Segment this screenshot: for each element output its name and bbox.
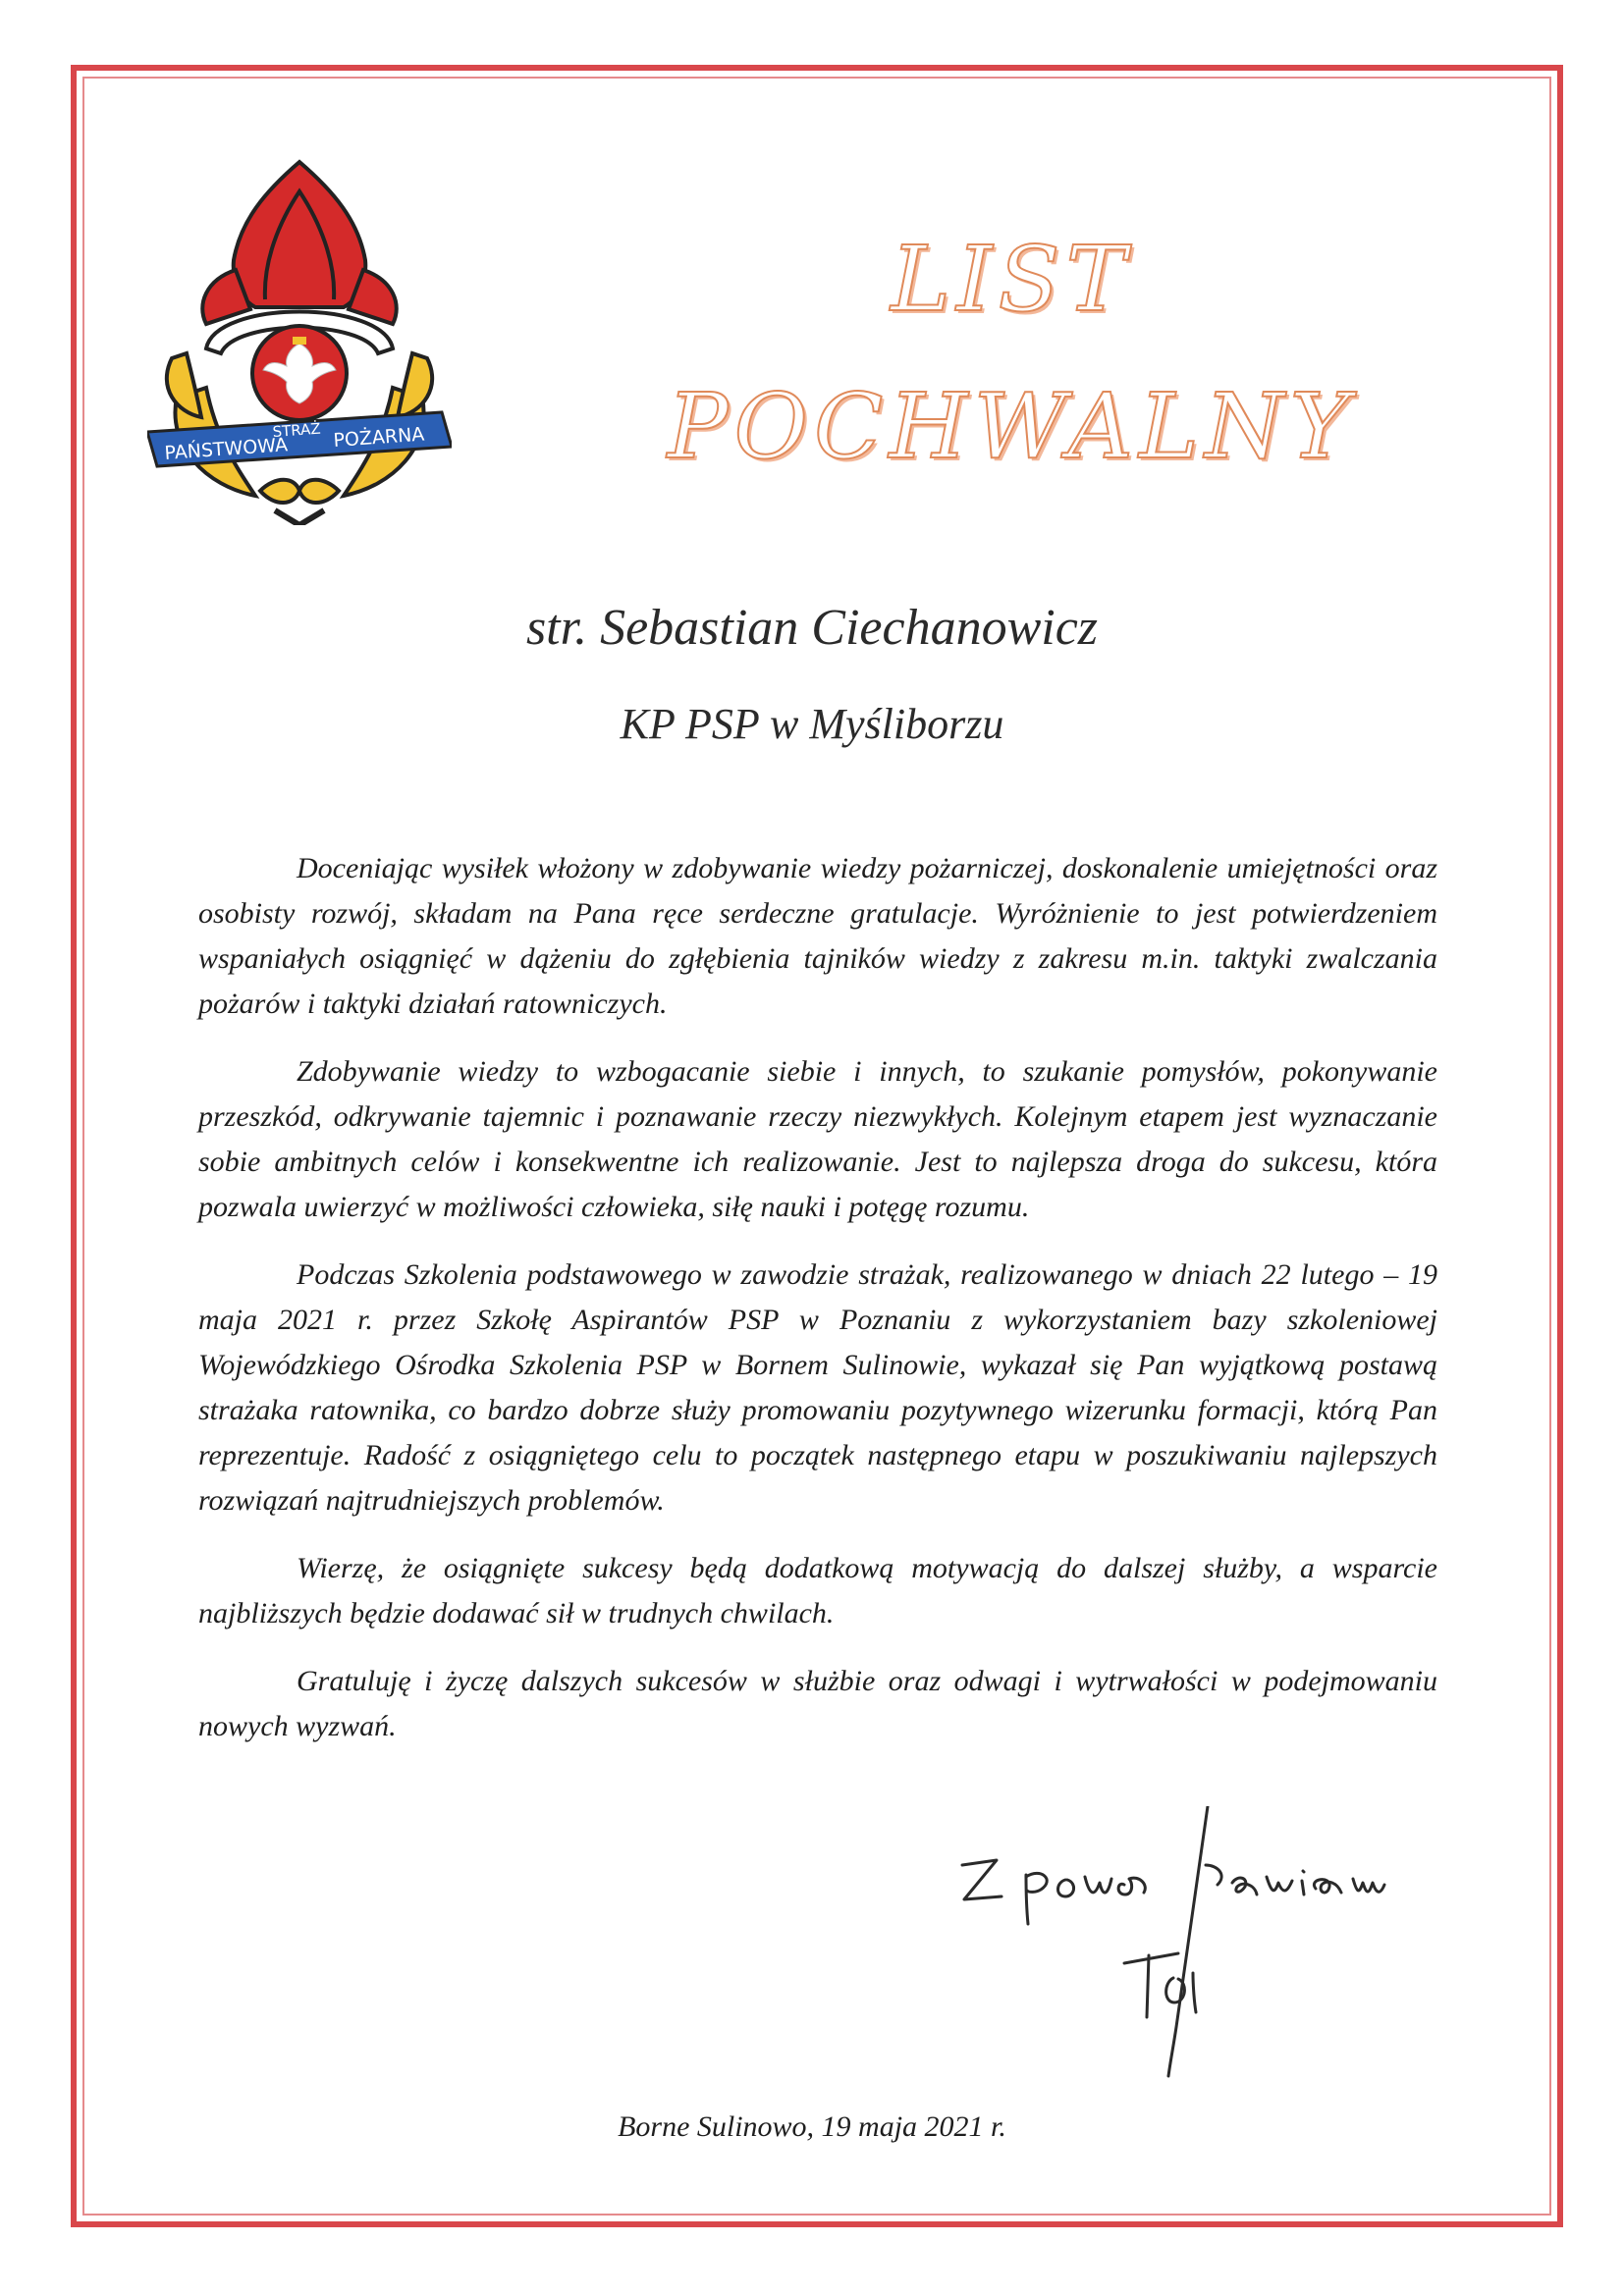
psp-emblem-icon <box>147 152 452 525</box>
paragraph: Wierzę, że osiągnięte sukcesy będą dodatkową motywacją do dalszej służby, a wsparcie najbliższych będzie dodawać sił w trudnych chwilach. <box>198 1552 1437 1629</box>
title-line-2: POCHWALNY <box>667 374 1356 479</box>
banner-text-left: PAŃSTWOWA <box>163 434 289 464</box>
flame-icon <box>202 162 397 324</box>
place-and-date: Borne Sulinowo, 19 maja 2021 r. <box>618 2110 1006 2143</box>
paragraph: Gratuluję i życzę dalszych sukcesów w służbie oraz odwagi i wytrwałości w podejmowaniu nowych wyzwań. <box>198 1665 1437 1742</box>
document-title <box>550 206 1473 501</box>
recipient-unit: KP PSP w Myśliborzu <box>620 700 1004 748</box>
paragraph: Zdobywanie wiedzy to wzbogacanie siebie i innych, to szukanie pomysłów, pokonywanie przeszkód, odkrywanie tajemnic i poznawanie rzeczy niezwykłych. Kolejnym etapem jest wyznaczanie sobie ambitnych celów i konsekwentne ich realizowanie. Jest to najlepsza droga do sukcesu, która pozwala uwierzyć w możliwości człowieka, siłę nauki i potęgę rozumu. <box>198 1055 1437 1223</box>
recipient-name: str. Sebastian Ciechanowicz <box>525 600 1099 656</box>
banner-text-right: POŻARNA <box>332 423 425 452</box>
title-line-1: LIST <box>891 227 1132 332</box>
paragraph: Doceniając wysiłek włożony w zdobywanie wiedzy pożarniczej, doskonalenie umiejętności oraz osobisty rozwój, składam na Pana ręce serdeczne gratulacje. Wyróżnienie to jest potwierdzeniem wspaniałych osiągnięć w dążeniu do zgłębienia tajników wiedzy z zakresu m.in. taktyki zwalczania pożarów i taktyki działań ratowniczych. <box>198 852 1437 1020</box>
paragraph: Podczas Szkolenia podstawowego w zawodzie strażak, realizowanego w dniach 22 lutego – 19 maja 2021 r. przez Szkołę Aspirantów PSP w Poznaniu z wykorzystaniem bazy szkoleniowej Wojewódzkiego Ośrodka Szkolenia PSP w Bornem Sulinowie, wykazał się Pan wyjątkową postawą strażaka ratownika, co bardzo dobrze służy promowaniu pozytywnego wizerunku formacji, którą Pan reprezentuje. Radość z osiągniętego celu to początek następnego etapu w poszukiwaniu najlepszych rozwiązań najtrudniejszych problemów. <box>198 1258 1437 1517</box>
banner-text-middle: STRAŻ <box>272 419 322 441</box>
handwritten-signature-icon <box>943 1806 1453 2081</box>
letter-body <box>198 846 1437 1772</box>
